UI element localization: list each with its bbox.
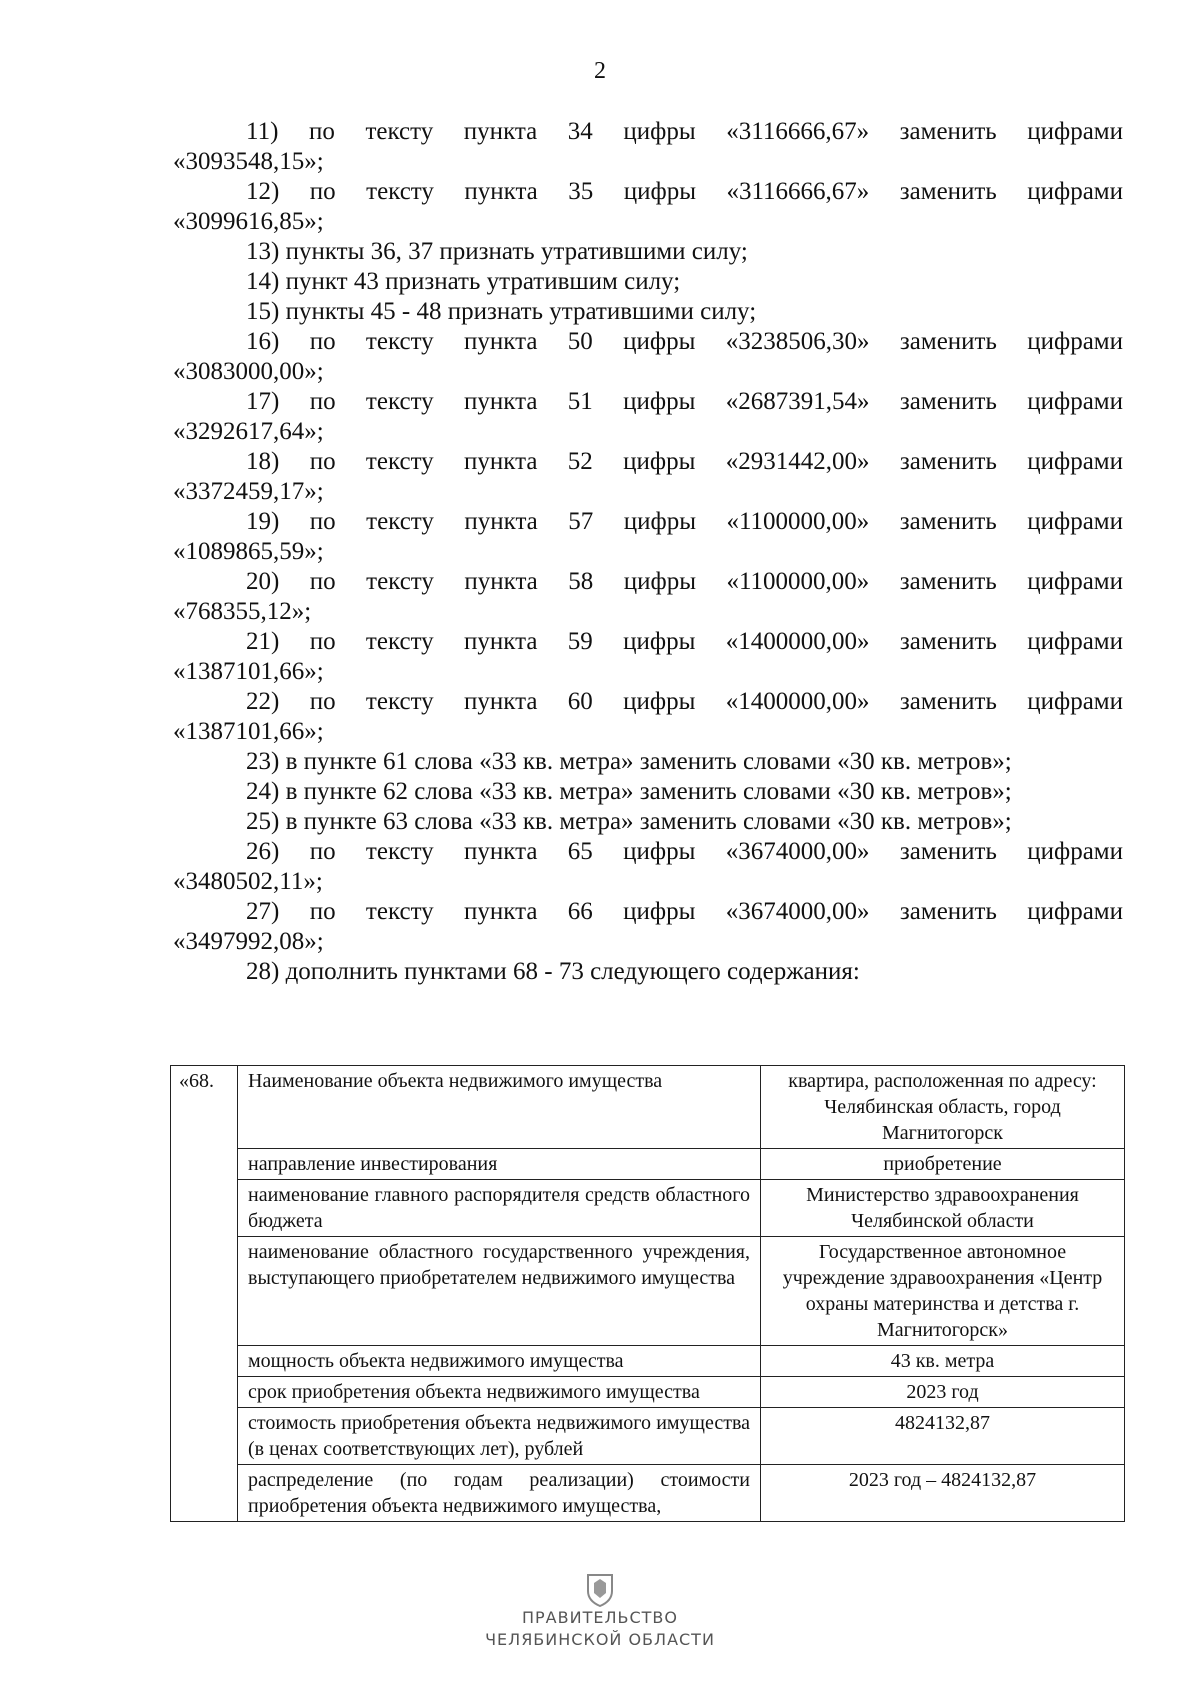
amendment-item: 15) пункты 45 - 48 признать утратившими силу; xyxy=(246,298,757,325)
amendment-item: 17) по тексту пункта 51 цифры «2687391,54» заменить цифрами xyxy=(246,388,1123,415)
amendment-item: 23) в пункте 61 слова «33 кв. метра» заменить словами «30 кв. метров»; xyxy=(246,748,1012,775)
table-row xyxy=(171,1180,1125,1237)
amendment-item-continuation: «3372459,17»; xyxy=(173,478,324,505)
page-number: 2 xyxy=(594,58,606,84)
item-number-cell: «68. xyxy=(171,1066,238,1522)
row-label: Наименование объекта недвижимого имущества xyxy=(238,1066,761,1149)
row-value: 4824132,87 xyxy=(761,1408,1125,1465)
row-label: распределение (по годам реализации) стоимости приобретения объекта недвижимого имущества, xyxy=(238,1465,761,1522)
amendment-item-continuation: «1089865,59»; xyxy=(173,538,324,565)
table-row xyxy=(171,1237,1125,1346)
amendment-item: 28) дополнить пунктами 68 - 73 следующего содержания: xyxy=(246,958,860,985)
row-value: Министерство здравоохранения Челябинской области xyxy=(761,1180,1125,1237)
row-value: квартира, расположенная по адресу: Челябинская область, город Магнитогорск xyxy=(761,1066,1125,1149)
amendment-item: 21) по тексту пункта 59 цифры «1400000,00» заменить цифрами xyxy=(246,628,1123,655)
amendment-item-continuation: «1387101,66»; xyxy=(173,718,324,745)
row-label: стоимость приобретения объекта недвижимого имущества (в ценах соответствующих лет), рублей xyxy=(238,1408,761,1465)
row-label: срок приобретения объекта недвижимого имущества xyxy=(238,1377,761,1408)
table-row xyxy=(171,1149,1125,1180)
amendment-item: 11) по тексту пункта 34 цифры «3116666,67» заменить цифрами xyxy=(246,118,1123,145)
row-value: 2023 год – 4824132,87 xyxy=(761,1465,1125,1522)
table-row xyxy=(171,1377,1125,1408)
row-value: 2023 год xyxy=(761,1377,1125,1408)
amendment-item-continuation: «768355,12»; xyxy=(173,598,312,625)
object-table xyxy=(170,1065,1125,1590)
table-row xyxy=(171,1408,1125,1465)
amendment-item-continuation: «3093548,15»; xyxy=(173,148,324,175)
row-value: приобретение xyxy=(761,1149,1125,1180)
row-label: направление инвестирования xyxy=(238,1149,761,1180)
row-value: Государственное автономное учреждение здравоохранения «Центр охраны материнства и детства г. Магнитогорск» xyxy=(761,1237,1125,1346)
amendment-item: 27) по тексту пункта 66 цифры «3674000,00» заменить цифрами xyxy=(246,898,1123,925)
amendment-item-continuation: «3480502,11»; xyxy=(173,868,323,895)
coat-of-arms-icon xyxy=(585,1573,615,1607)
amendment-item: 24) в пункте 62 слова «33 кв. метра» заменить словами «30 кв. метров»; xyxy=(246,778,1012,805)
row-label: мощность объекта недвижимого имущества xyxy=(238,1346,761,1377)
amendment-item-continuation: «3292617,64»; xyxy=(173,418,324,445)
row-label: наименование главного распорядителя средств областного бюджета xyxy=(238,1180,761,1237)
row-value: 43 кв. метра xyxy=(761,1346,1125,1377)
table-row xyxy=(171,1346,1125,1377)
amendment-item-continuation: «1387101,66»; xyxy=(173,658,324,685)
amendment-item: 26) по тексту пункта 65 цифры «3674000,00» заменить цифрами xyxy=(246,838,1123,865)
amendment-item: 25) в пункте 63 слова «33 кв. метра» заменить словами «30 кв. метров»; xyxy=(246,808,1012,835)
amendment-item: 20) по тексту пункта 58 цифры «1100000,00» заменить цифрами xyxy=(246,568,1123,595)
amendment-item: 16) по тексту пункта 50 цифры «3238506,30» заменить цифрами xyxy=(246,328,1123,355)
amendment-item: 12) по тексту пункта 35 цифры «3116666,67» заменить цифрами xyxy=(246,178,1123,205)
amendment-item-continuation: «3099616,85»; xyxy=(173,208,324,235)
amendment-item: 13) пункты 36, 37 признать утратившими силу; xyxy=(246,238,748,265)
amendment-item: 22) по тексту пункта 60 цифры «1400000,00» заменить цифрами xyxy=(246,688,1123,715)
table-row xyxy=(171,1465,1125,1522)
government-seal xyxy=(480,1573,720,1651)
table-row xyxy=(171,1066,1125,1149)
amendment-item-continuation: «3497992,08»; xyxy=(173,928,324,955)
amendment-item: 14) пункт 43 признать утратившим силу; xyxy=(246,268,681,295)
seal-line-1: ПРАВИТЕЛЬСТВО xyxy=(522,1608,678,1627)
amendment-item: 19) по тексту пункта 57 цифры «1100000,00» заменить цифрами xyxy=(246,508,1123,535)
row-label: наименование областного государственного учреждения, выступающего приобретателем недвижимого имущества xyxy=(238,1237,761,1346)
amendment-item: 18) по тексту пункта 52 цифры «2931442,00» заменить цифрами xyxy=(246,448,1123,475)
amendment-item-continuation: «3083000,00»; xyxy=(173,358,324,385)
seal-line-2: ЧЕЛЯБИНСКОЙ ОБЛАСТИ xyxy=(485,1630,715,1649)
